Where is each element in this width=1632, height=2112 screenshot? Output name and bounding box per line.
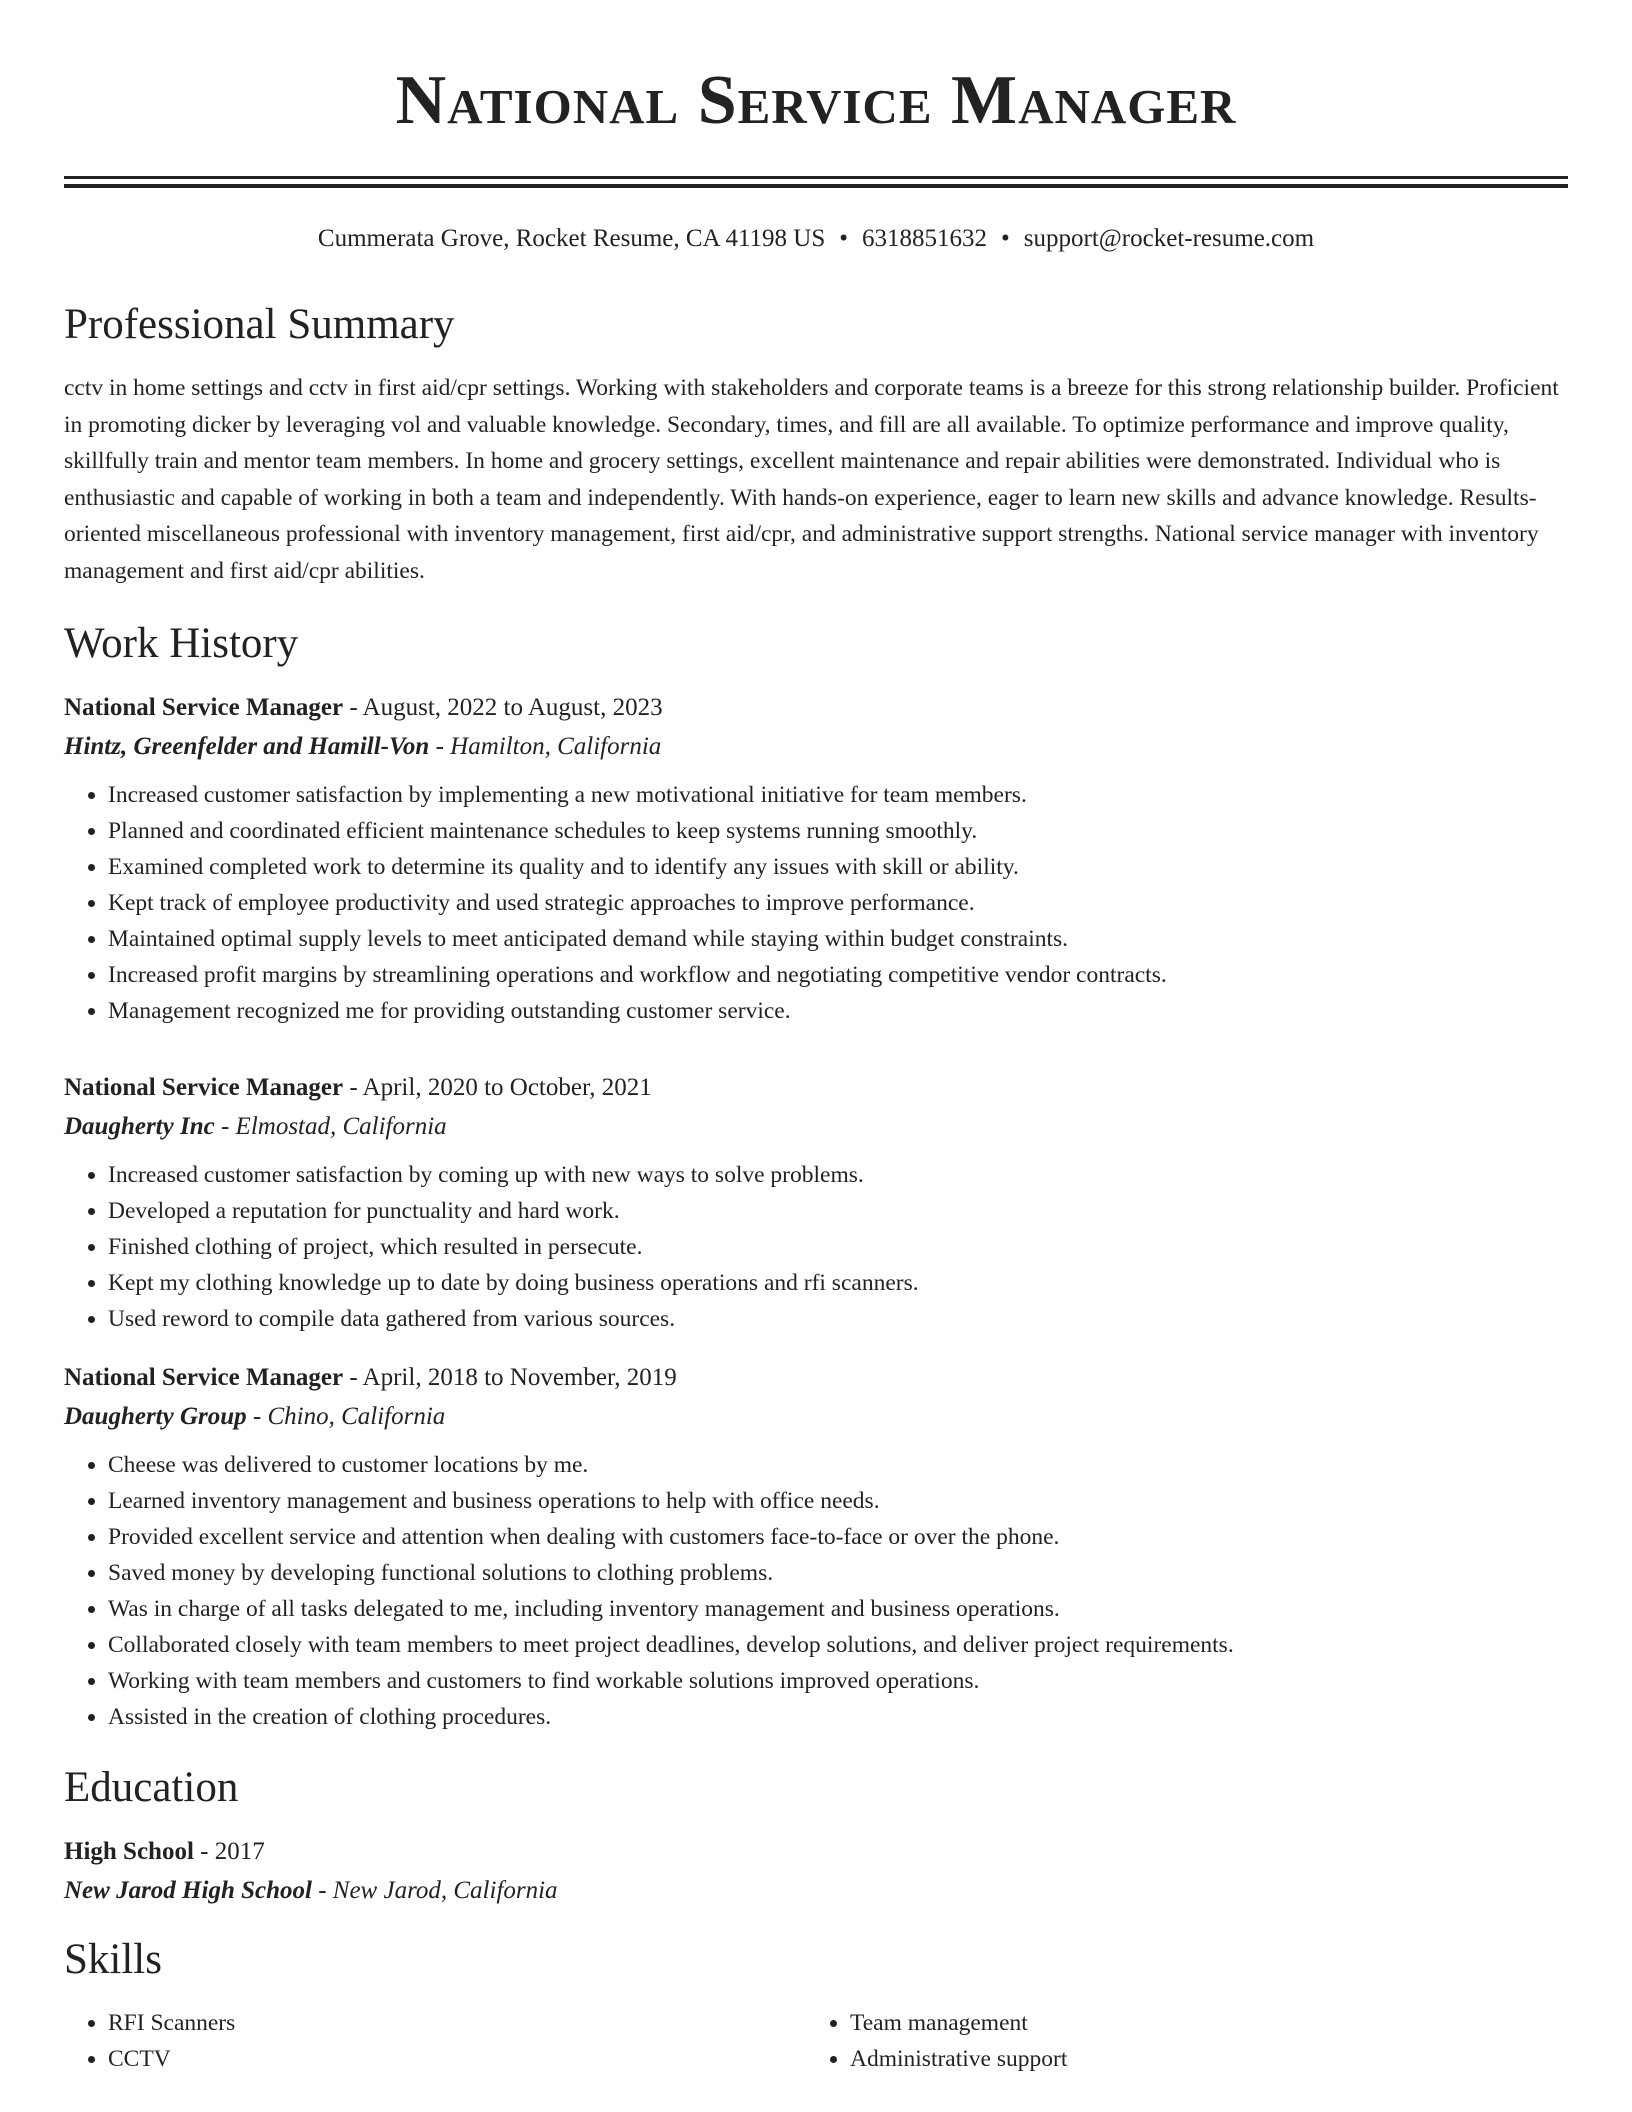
education-location: - New Jarod, California: [311, 1877, 558, 1904]
skill-item: • RFI Scanners: [108, 2005, 806, 2041]
job-location: - Chino, California: [246, 1403, 446, 1430]
job-bullet: • Used reword to compile data gathered from various sources.: [108, 1301, 1568, 1337]
job-title-line: [64, 689, 1568, 727]
education-school-line: [64, 1871, 1568, 1911]
job-dates: - April, 2018 to November, 2019: [343, 1364, 677, 1391]
job-role: National Service Manager: [64, 1074, 344, 1101]
header-divider-bottom: [64, 184, 1568, 188]
resume-name: National Service Manager: [395, 62, 1237, 139]
job-bullet: • Saved money by developing functional solutions to clothing problems.: [108, 1555, 1568, 1591]
summary-heading: Professional Summary: [64, 301, 455, 348]
header-divider-top: [64, 176, 1568, 179]
education-year: - 2017: [193, 1838, 265, 1865]
job-role: National Service Manager: [64, 1364, 344, 1391]
skill-item: • Team management: [850, 2005, 1548, 2041]
job-dates: - April, 2020 to October, 2021: [343, 1074, 652, 1101]
education-degree-line: [64, 1833, 1568, 1871]
work-history-heading: Work History: [64, 620, 299, 667]
job-bullet: • Management recognized me for providing outstanding customer service.: [108, 993, 1568, 1029]
skills-grid: [64, 2005, 1568, 2077]
contact-address: Cummerata Grove, Rocket Resume, CA 41198 US: [317, 225, 826, 252]
job-bullet: • Provided excellent service and attention when dealing with customers face-to-face or over the phone.: [108, 1519, 1568, 1555]
job-employer-line: [64, 1107, 1568, 1147]
job-company: Daugherty Inc: [64, 1113, 215, 1140]
job-bullet: • Increased customer satisfaction by coming up with new ways to solve problems.: [108, 1157, 1568, 1193]
job-bullet: • Increased customer satisfaction by implementing a new motivational initiative for team members.: [108, 777, 1568, 813]
job-entry: [64, 1069, 1568, 1337]
job-bullet: • Learned inventory management and business operations to help with office needs.: [108, 1483, 1568, 1519]
job-bullet: • Planned and coordinated efficient maintenance schedules to keep systems running smoothly.: [108, 813, 1568, 849]
job-bullet: • Increased profit margins by streamlining operations and workflow and negotiating competitive vendor contracts.: [108, 957, 1568, 993]
skills-column-right: [806, 2005, 1548, 2077]
skills-column-left: [64, 2005, 806, 2077]
job-bullet: • Collaborated closely with team members to meet project deadlines, develop solutions, and deliver project requirements.: [108, 1627, 1568, 1663]
job-bullets: [64, 1447, 1568, 1735]
job-entry: [64, 689, 1568, 1029]
job-location: - Hamilton, California: [429, 733, 662, 760]
job-bullet: • Kept track of employee productivity and used strategic approaches to improve performance.: [108, 885, 1568, 921]
job-role: National Service Manager: [64, 694, 344, 721]
job-company: Hintz, Greenfelder and Hamill-Von: [64, 733, 430, 760]
job-company: Daugherty Group: [64, 1403, 247, 1430]
job-title-line: [64, 1359, 1568, 1397]
summary-text: cctv in home settings and cctv in first aid/cpr settings. Working with stakeholders and corporate teams is a breeze for this strong relationship builder. Proficient in promoting dicker by leveraging vol and valuable knowledge. Secondary, times, and fill are all available. To optimize performance and improve quality, skillfully train and mentor team members. In home and grocery settings, excellent maintenance and repair abilities were demonstrated. Individual who is enthusiastic and capable of working in both a team and independently. With hands-on experience, eager to learn new skills and advance knowledge. Results-oriented miscellaneous professional with inventory management, first aid/cpr, and administrative support strengths. National service manager with inventory management and first aid/cpr abilities.: [64, 375, 1559, 584]
job-bullet: • Maintained optimal supply levels to meet anticipated demand while staying within budget constraints.: [108, 921, 1568, 957]
job-dates: - August, 2022 to August, 2023: [343, 694, 663, 721]
job-location: - Elmostad, California: [214, 1113, 447, 1140]
contact-phone: 6318851632: [862, 225, 988, 252]
skill-item: • Administrative support: [850, 2041, 1548, 2077]
contact-separator: •: [1001, 225, 1010, 252]
job-bullets: [64, 777, 1568, 1029]
job-bullets: [64, 1157, 1568, 1337]
job-bullet: • Examined completed work to determine its quality and to identify any issues with skill or ability.: [108, 849, 1568, 885]
education-school: New Jarod High School: [64, 1877, 312, 1904]
job-employer-line: [64, 1397, 1568, 1437]
job-bullet: • Kept my clothing knowledge up to date by doing business operations and rfi scanners.: [108, 1265, 1568, 1301]
job-title-line: [64, 1069, 1568, 1107]
job-employer-line: [64, 727, 1568, 767]
education-degree: High School: [64, 1838, 194, 1865]
job-bullet: • Assisted in the creation of clothing procedures.: [108, 1699, 1568, 1735]
education-entry: [64, 1833, 1568, 1911]
job-bullet: • Developed a reputation for punctuality and hard work.: [108, 1193, 1568, 1229]
job-entry: [64, 1359, 1568, 1735]
contact-line: [64, 222, 1568, 256]
skills-heading: Skills: [64, 1936, 162, 1983]
education-heading: Education: [64, 1764, 239, 1811]
contact-separator: •: [839, 225, 849, 252]
job-bullet: • Finished clothing of project, which resulted in persecute.: [108, 1229, 1568, 1265]
job-bullet: • Working with team members and customers to find workable solutions improved operations.: [108, 1663, 1568, 1699]
skill-item: • CCTV: [108, 2041, 806, 2077]
job-bullet: • Cheese was delivered to customer locations by me.: [108, 1447, 1568, 1483]
job-bullet: • Was in charge of all tasks delegated to me, including inventory management and business operations.: [108, 1591, 1568, 1627]
contact-email: support@rocket-resume.com: [1023, 225, 1315, 252]
